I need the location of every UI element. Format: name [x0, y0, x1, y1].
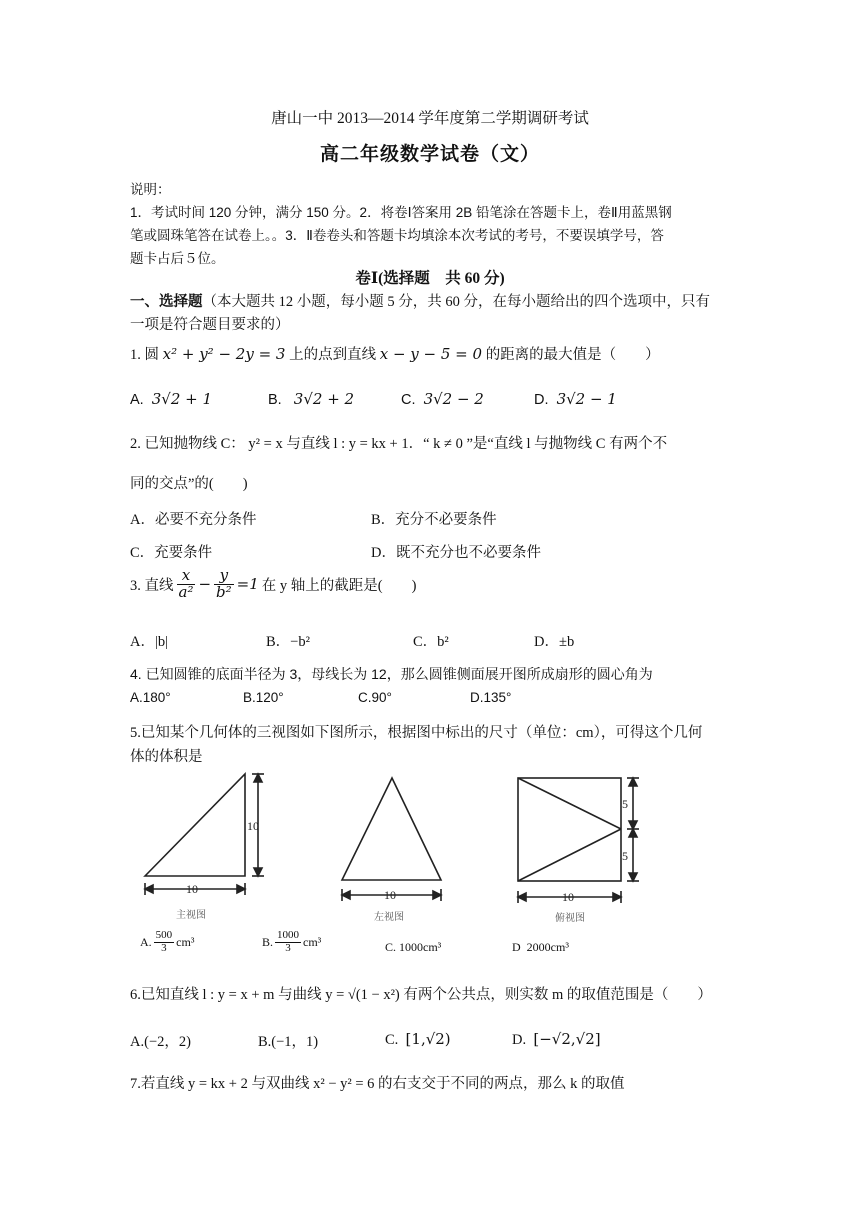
top-width-label: 10 [562, 890, 574, 904]
q4-option-a[interactable]: A.180° [130, 690, 171, 705]
q1-suffix: 的距离的最大值是（ ） [485, 347, 660, 363]
exam-title: 唐山一中 2013—2014 学年度第二学期调研考试 [271, 110, 589, 127]
q1-line-equation: x − y − 5 = 0 [379, 345, 483, 363]
q3-option-c[interactable]: C．b² [413, 634, 449, 650]
q3-equals: =1 [236, 575, 259, 594]
front-view-caption: 主视图 [176, 910, 206, 921]
top-view-square [518, 778, 621, 881]
q3-suffix: 在 y 轴上的截距是( ) [261, 577, 417, 594]
q6-option-b[interactable]: B.(−1，1) [258, 1034, 319, 1050]
q2-option-a[interactable]: A．必要不充分条件 [130, 512, 257, 528]
q1-option-a[interactable]: A. 3√2 + 1 [130, 390, 213, 408]
side-view-caption: 左视图 [374, 912, 404, 923]
question-2-line-1: 2. 已知抛物线 C： y² = x 与直线 l : y = kx + 1．“ k ≠ 0 ”是“直线 l 与抛物线 C 有两个不 [130, 436, 668, 452]
section-heading [130, 290, 710, 311]
q4-option-c[interactable]: C.90° [358, 690, 392, 705]
top-upper-label: 5 [622, 797, 628, 811]
q3-fraction-x: $\frac{x}{\text{a²}}$ [178, 566, 194, 601]
q1-middle: 上的点到直线 [289, 347, 377, 363]
q2-option-b[interactable]: B．充分不必要条件 [371, 512, 497, 528]
front-height-label: 10 [247, 819, 259, 833]
q5-option-d[interactable]: D 2000cm³ [512, 940, 569, 954]
top-lower-label: 5 [622, 849, 628, 863]
q3-fraction-y: $\frac{y}{\text{b²}}$ [216, 566, 232, 601]
question-3 [130, 568, 416, 601]
question-7: 7.若直线 y = kx + 2 与双曲线 x² − y² = 6 的右支交于不同的两点，那么 k 的取值 [130, 1076, 625, 1092]
q1-circle-equation: x² + y² − 2y = 3 [162, 345, 286, 363]
q6-option-a[interactable]: A.(−2，2) [130, 1034, 191, 1050]
top-view-caption: 俯视图 [555, 913, 585, 924]
side-view-triangle [342, 778, 441, 880]
question-2-line-2: 同的交点”的( ) [130, 476, 248, 492]
q5-option-c[interactable]: C. 1000cm³ [385, 940, 442, 954]
section-title: 卷Ⅰ(选择题 共 60 分) [355, 270, 505, 287]
front-view-triangle [145, 774, 245, 876]
q2-option-c[interactable]: C．充要条件 [130, 545, 213, 561]
q1-option-b[interactable]: B. 3√2 + 2 [268, 390, 355, 408]
notes-label: 说明： [130, 182, 171, 197]
front-width-label: 10 [186, 882, 198, 896]
question-1 [130, 343, 660, 364]
q3-option-b[interactable]: B．−b² [266, 634, 310, 650]
q3-option-a[interactable]: A．|b| [130, 634, 169, 650]
q4-option-b[interactable]: B.120° [243, 690, 284, 705]
q6-option-c[interactable]: C. [1,√2) [385, 1030, 451, 1048]
q1-option-c[interactable]: C. 3√2 − 2 [401, 390, 484, 408]
q3-prefix: 3. 直线 [130, 577, 174, 594]
q4-option-d[interactable]: D.135° [470, 690, 512, 705]
q5-option-b[interactable]: B. $\frac{1000}{3}$ cm³ [262, 929, 322, 954]
side-width-label: 10 [384, 888, 396, 902]
q3-minus: − [198, 575, 212, 594]
notes-line-2: 笔或圆珠笔答在试卷上。。3．Ⅱ卷卷头和答题卡均填涂本次考试的考号，不要误填学号，答 [130, 228, 664, 243]
section-heading-bold: 一、选择题 [130, 294, 203, 310]
q3-option-d[interactable]: D．±b [534, 634, 575, 650]
question-5-line-1: 5.已知某个几何体的三视图如下图所示，根据图中标出的尺寸（单位：cm），可得这个几何 [130, 725, 703, 741]
section-heading-line-2: 一项是符合题目要求的） [130, 317, 290, 333]
q5-option-a[interactable]: A. $\frac{500}{3}$ cm³ [140, 929, 195, 954]
notes-line-3: 题卡占后５位。 [130, 251, 225, 266]
section-heading-rest: （本大题共 12 小题，每小题 5 分，共 60 分，在每小题给出的四个选项中，只有 [202, 294, 710, 310]
question-6: 6.已知直线 l : y = x + m 与曲线 y = √(1 − x²) 有两个公共点，则实数 m 的取值范围是（ ） [130, 987, 712, 1003]
q1-prefix: 1. 圆 [130, 347, 159, 363]
question-4: 4. 已知圆锥的底面半径为 3，母线长为 12，那么圆锥侧面展开图所成扇形的圆心角为 [130, 666, 653, 682]
q2-option-d[interactable]: D．既不充分也不必要条件 [371, 545, 541, 561]
notes-line-1: 1．考试时间 120 分钟，满分 150 分。2．将卷Ⅰ答案用 2B 铅笔涂在答题卡上，卷Ⅱ用蓝黑钢 [130, 205, 672, 220]
three-view-figure [130, 768, 650, 958]
question-5-line-2: 体的体积是 [130, 749, 203, 765]
q6-option-d[interactable]: D. [−√2,√2] [512, 1030, 601, 1048]
paper-title: 高二年级数学试卷（文） [319, 144, 540, 165]
q1-option-d[interactable]: D. 3√2 − 1 [534, 390, 617, 408]
